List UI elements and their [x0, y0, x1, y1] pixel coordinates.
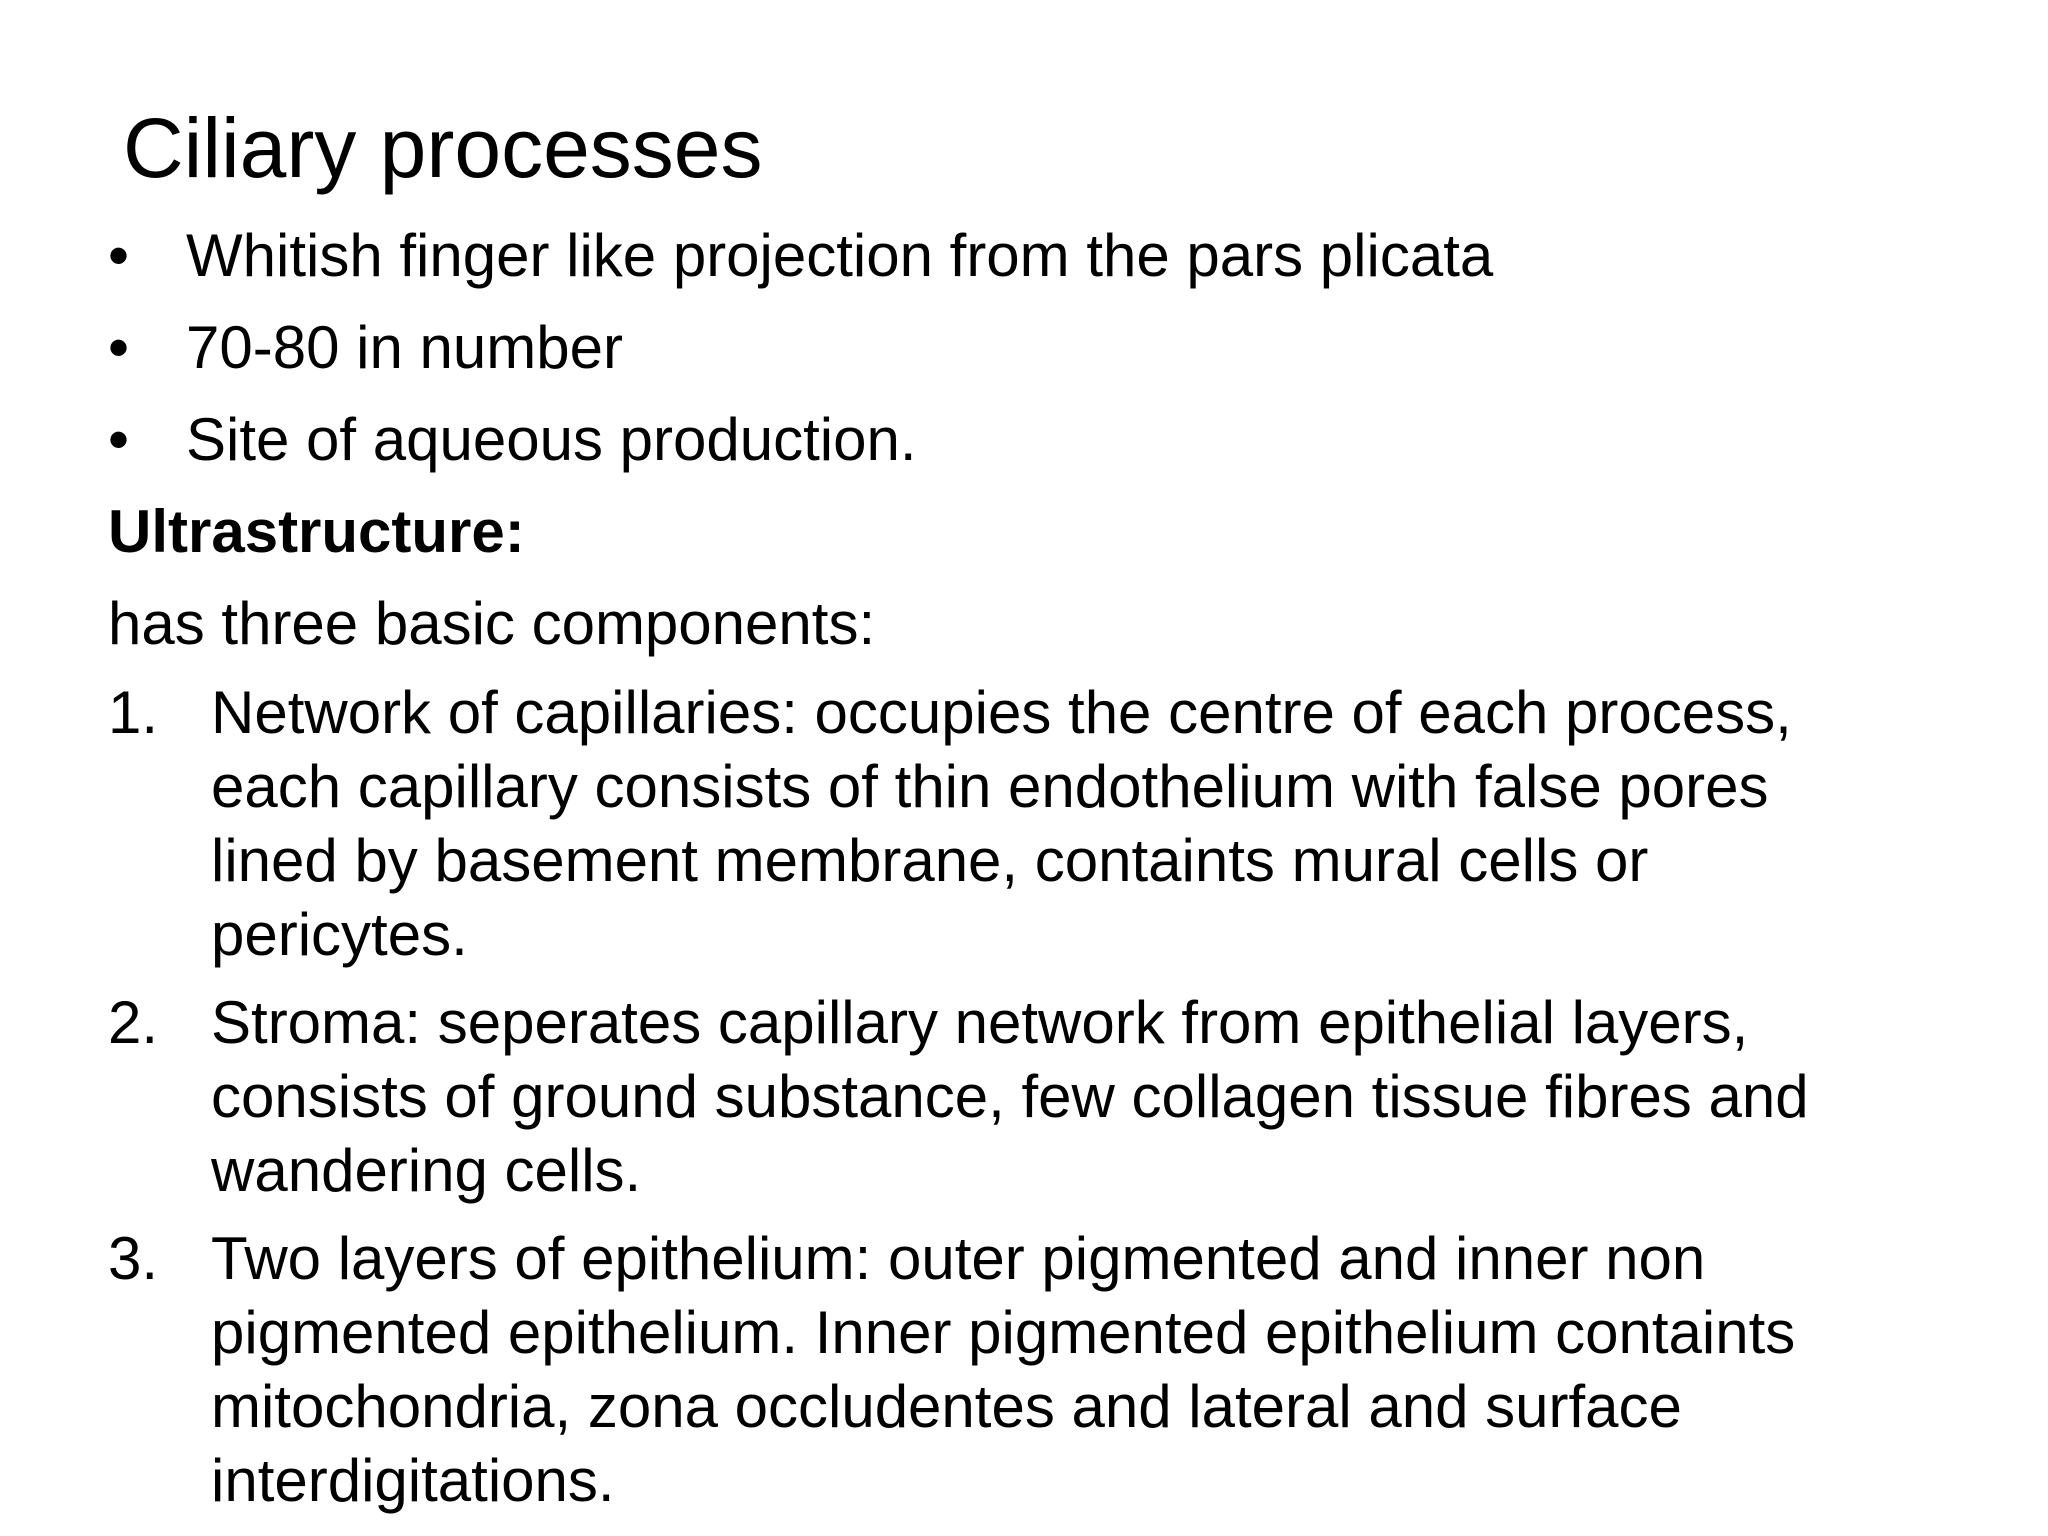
numbered-item [108, 1222, 1988, 1518]
text-line: consists of ground substance, few collagen tissue fibres and [211, 1063, 1809, 1130]
text-line: mitochondria, zona occludentes and lateral and surface [211, 1373, 1682, 1440]
text-line: wandering cells. [211, 1137, 642, 1204]
bullet-marker: • [108, 314, 130, 381]
bullet-marker: • [108, 406, 130, 473]
text-line: Network of capillaries: occupies the centre of each process, [211, 679, 1792, 746]
number-marker: 2. [108, 989, 159, 1056]
bullet-item [108, 394, 1988, 486]
bullet-item [108, 302, 1988, 394]
number-marker: 1. [108, 679, 159, 746]
bullet-text: Site of aqueous production. [186, 406, 917, 473]
text-line: pigmented epithelium. Inner pigmented epithelium containts [211, 1299, 1796, 1366]
bullet-text: 70-80 in number [186, 314, 623, 381]
text-line: pericytes. [211, 901, 468, 968]
numbered-item-text [211, 1222, 1988, 1518]
intro-text: has three basic components: [108, 590, 876, 657]
text-line: each capillary consists of thin endothelium with false pores [211, 753, 1769, 820]
numbered-item [108, 986, 1988, 1208]
bullet-item [108, 210, 1988, 302]
numbered-item [108, 676, 1988, 972]
text-line: Stroma: seperates capillary network from epithelial layers, [211, 989, 1749, 1056]
text-line: Two layers of epithelium: outer pigmented and inner non [211, 1225, 1706, 1292]
numbered-item-text [211, 986, 1988, 1208]
number-marker: 3. [108, 1225, 159, 1292]
slide-title: Ciliary processes [123, 101, 763, 195]
bullet-text: Whitish finger like projection from the pars plicata [186, 222, 1494, 289]
slide-body [108, 210, 1988, 1518]
ultrastructure-heading: Ultrastructure: [108, 498, 525, 565]
bullet-marker: • [108, 222, 130, 289]
text-line: interdigitations. [211, 1447, 615, 1514]
text-line: lined by basement membrane, containts mural cells or [211, 827, 1649, 894]
numbered-item-text [211, 676, 1988, 972]
